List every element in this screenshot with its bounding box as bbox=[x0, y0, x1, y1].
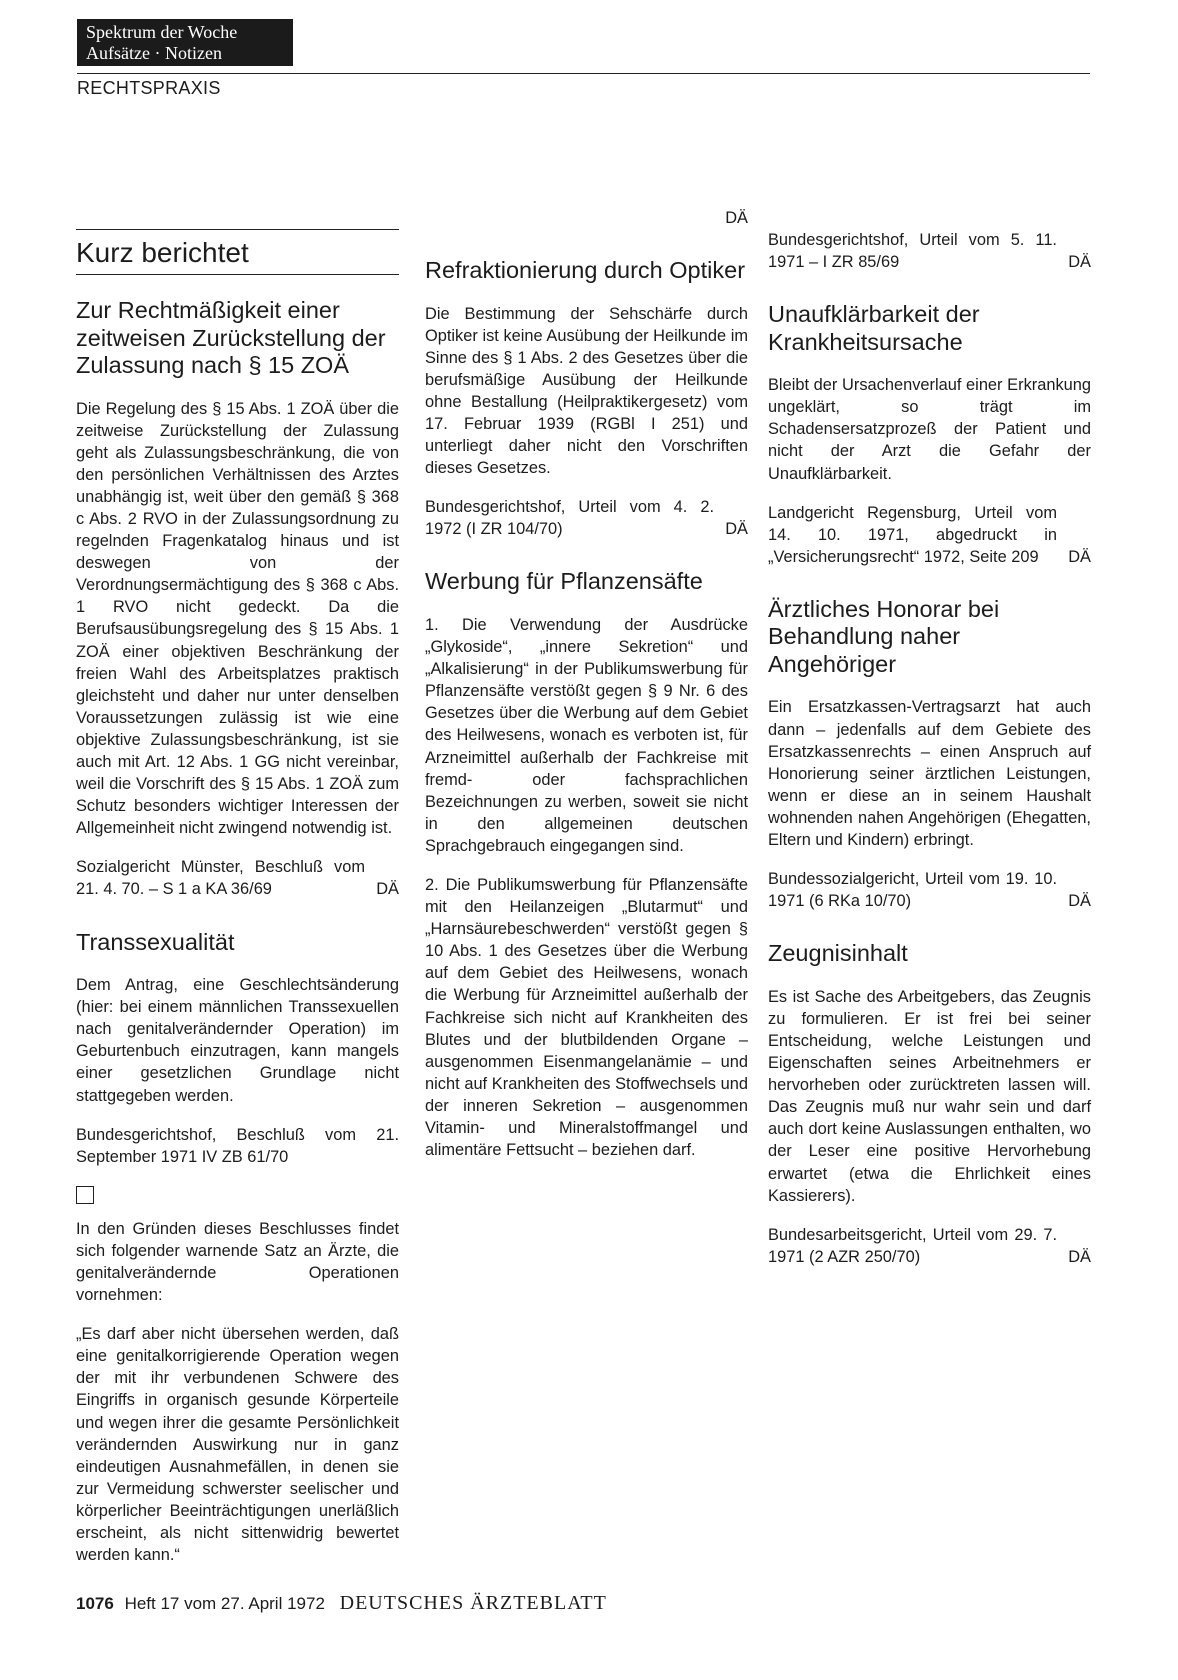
article-source-transsexualitaet: Bundesgerichtshof, Beschluß vom 21. September 1971 IV ZB 61/70 bbox=[76, 1125, 399, 1166]
source-text: Bundesgerichtshof, Urteil vom 4. 2. 1972 (I ZR 104/70) bbox=[425, 498, 714, 539]
article-para1-werbung: 1. Die Verwendung der Ausdrücke „Glykoside“, „innere Sekretion“ und „Alkalisierung“ in der Publikumswerbung für Pflanzensäfte verstößt gegen § 9 Nr. 6 des Gesetzes über die Werbung auf dem Gebiet des Heilwesens, wonach es verboten ist, für Arzneimittel außerhalb der Fachkreise mit fremd- oder fachsprachlichen Bezeichnungen zu werben, soweit sie nicht in den allgemeinen deutschen Sprachgebrauch eingegangen sind. bbox=[425, 615, 748, 855]
article-source-unaufklaerbarkeit bbox=[768, 502, 1091, 568]
article-body-transsexualitaet: Dem Antrag, eine Geschlechtsänderung (hier: bei einem männlichen Transsexuellen nach genitalverändernder Operation) im Geburtenbuch einzutragen, kann mangels einer gesetzlichen Grundlage nicht stattgegeben werden. bbox=[76, 976, 399, 1105]
column-2 bbox=[425, 208, 748, 1161]
article-title-unaufklaerbarkeit: Unaufklärbarkeit der Krankheitsursache bbox=[768, 301, 980, 355]
source-text: Sozialgericht Münster, Beschluß vom 21. 4. 70. – S 1 a KA 36/69 bbox=[76, 858, 365, 899]
article-source-zeugnisinhalt bbox=[768, 1224, 1091, 1268]
da-tag: DÄ bbox=[1068, 892, 1091, 911]
article-body-zulassung: Die Regelung des § 15 Abs. 1 ZOÄ über die zeitweise Zurückstellung der Zulassung geht als Zulassungsbeschränkung, die von den persönlichen Verhältnissen des Arztes unabhängig ist, weit über den gemäß § 368 c Abs. 2 RVO in der Zulassungsordnung zu regelnden Fragenkatalog hinaus und ist deswegen von der Verordnungsermächtigung des § 368 c Abs. 1 RVO nicht gedeckt. Da die Berufsausübungsregelung des § 15 Abs. 1 ZOÄ einer objektiven Beschränkung der freien Wahl des Arbeitsplatzes praktisch gleichsteht und daher nur unter denselben Voraussetzungen zulässig ist wie eine objektive Zulassungsbeschränkung, ist sie auch mit Art. 12 Abs. 1 GG nicht vereinbar, weil die Vorschrift des § 15 Abs. 1 ZOÄ zum Schutz besonders wichtiger Interessen der Allgemeinheit nicht zwingend notwendig ist. bbox=[76, 399, 399, 838]
column-1 bbox=[76, 229, 399, 1566]
article-para2-werbung: 2. Die Publikumswerbung für Pflanzensäfte mit den Heilanzeigen „Blutarmut“ und „Harnsäurebeschwerden“ verstößt gegen § 10 Abs. 1 des Gesetzes über die Werbung auf dem Gebiet des Heilwesens, wonach die Werbung für Arzneimittel außerhalb der Fachkreise sich nicht auf Krankheiten des Blutes und der blutbildenden Organe – ausgenommen Eisenmangelanämie – und nicht auf Krankheiten des Stoffwechsels und der inneren Sekretion – ausgenommen Vitamin- und Mineralstoffmangel und alimentäre Fettsucht – beziehen darf. bbox=[425, 875, 748, 1160]
article-body-unaufklaerbarkeit: Bleibt der Ursachenverlauf einer Erkrankung ungeklärt, so trägt im Schadensersatzprozeß der Patient und nicht der Arzt die Gefahr der Unaufklärbarkeit. bbox=[768, 376, 1091, 483]
article-body-honorar: Ein Ersatzkassen-Vertragsarzt hat auch dann – jedenfalls auf dem Gebiete des Ersatzkassenrechts – einen Anspruch auf Honorierung seiner ärztlichen Leistungen, wenn er diese an in seinem Haushalt wohnenden nahen Angehörigen (Ehegatten, Eltern und Kindern) erbringt. bbox=[768, 698, 1091, 849]
section-badge bbox=[77, 19, 293, 66]
column-3 bbox=[768, 229, 1091, 1268]
article-title-zulassung: Zur Rechtmäßigkeit einer zeitweisen Zurückstellung der Zulassung nach § 15 ZOÄ bbox=[76, 297, 386, 378]
kurz-top-rule bbox=[76, 229, 399, 230]
article-title-refraktionierung: Refraktionierung durch Optiker bbox=[425, 257, 746, 283]
da-tag: DÄ bbox=[1068, 253, 1091, 272]
da-tag: DÄ bbox=[725, 208, 748, 227]
journal-name: DEUTSCHES ÄRZTEBLATT bbox=[339, 1592, 607, 1614]
da-tag: DÄ bbox=[376, 880, 399, 899]
da-tag: DÄ bbox=[1068, 1247, 1091, 1266]
da-tag: DÄ bbox=[725, 520, 748, 539]
section-label: RECHTSPRAXIS bbox=[77, 78, 221, 98]
article-source-honorar bbox=[768, 868, 1091, 912]
page-footer bbox=[76, 1592, 607, 1615]
header-rule bbox=[77, 73, 1090, 74]
source-text: Bundesarbeitsgericht, Urteil vom 29. 7. 1971 (2 AZR 250/70) bbox=[768, 1225, 1057, 1266]
article-title-transsexualitaet: Transsexualität bbox=[76, 928, 235, 955]
section-box-marker bbox=[76, 1186, 94, 1204]
da-tag: DÄ bbox=[1068, 547, 1091, 566]
kurz-bottom-rule bbox=[76, 274, 399, 275]
page-number: 1076 bbox=[76, 1594, 114, 1613]
article-title-zeugnisinhalt: Zeugnisinhalt bbox=[768, 940, 908, 967]
badge-line-1: Spektrum der Woche bbox=[86, 22, 238, 42]
article-body-refraktionierung: Die Bestimmung der Sehschärfe durch Optiker ist keine Ausübung der Heilkunde im Sinne des § 1 Abs. 2 des Gesetzes über die berufsmäßige Ausübung der Heilkunde ohne Bestallung (Heilpraktikergesetz) vom 17. Februar 1939 (RGBl I 251) und unterliegt daher nicht den Vorschriften dieses Gesetzes. bbox=[425, 304, 748, 478]
article-source-refraktionierung bbox=[425, 496, 748, 540]
article-source-zulassung bbox=[76, 856, 399, 900]
source-text: Bundesgerichtshof, Urteil vom 5. 11. 1971 – I ZR 85/69 bbox=[768, 231, 1057, 272]
source-text: Bundessozialgericht, Urteil vom 19. 10. 1971 (6 RKa 10/70) bbox=[768, 870, 1057, 911]
article-body-zeugnisinhalt: Es ist Sache des Arbeitgebers, das Zeugnis zu formulieren. Er ist frei bei seiner Entscheidung, welche Leistungen und Eigenschaften seines Arbeitnehmers er hervorheben oder zurücktreten lassen will. Das Zeugnis muß nur wahr sein und darf auch dort keine Auslassungen enthalten, wo der Leser eine positive Hervorhebung erwartet (etwa die Ehrlichkeit eines Kassierers). bbox=[768, 987, 1091, 1205]
badge-line-2: Aufsätze · Notizen bbox=[86, 43, 222, 63]
source-text: Landgericht Regensburg, Urteil vom 14. 10. 1971, abgedruckt in „Versicherungsrecht“ 1972, Seite 209 bbox=[768, 503, 1057, 566]
issue-info: Heft 17 vom 27. April 1972 bbox=[124, 1594, 325, 1613]
article-title-werbung: Werbung für Pflanzensäfte bbox=[425, 568, 703, 595]
article-continuation-intro: In den Gründen dieses Beschlusses findet sich folgender warnende Satz an Ärzte, die genitalverändernde Operationen vornehmen: bbox=[76, 1219, 399, 1305]
article-source-werbung bbox=[768, 229, 1091, 273]
article-quote-part-1: „Es darf aber nicht übersehen werden, daß eine genitalkorrigierende Operation wegen der mit ihr verbundenen Schwere des Eingriffs in organisch gesunde Körperteile und wegen ihrer die gesamte Persönlichkeit verändernden Auswirkung nur in ganz eindeutigen Ausnahmefällen, in denen sie zur Vermeidung schwerster seelischer und körperlicher Beeinträchtigungen unerläßlich erscheint, als nicht sittenwidrig bewertet werden kann.“ bbox=[76, 1325, 399, 1565]
article-title-honorar: Ärztliches Honorar bei Behandlung naher Angehöriger bbox=[768, 595, 1000, 677]
kurz-berichtet-title: Kurz berichtet bbox=[76, 237, 249, 268]
